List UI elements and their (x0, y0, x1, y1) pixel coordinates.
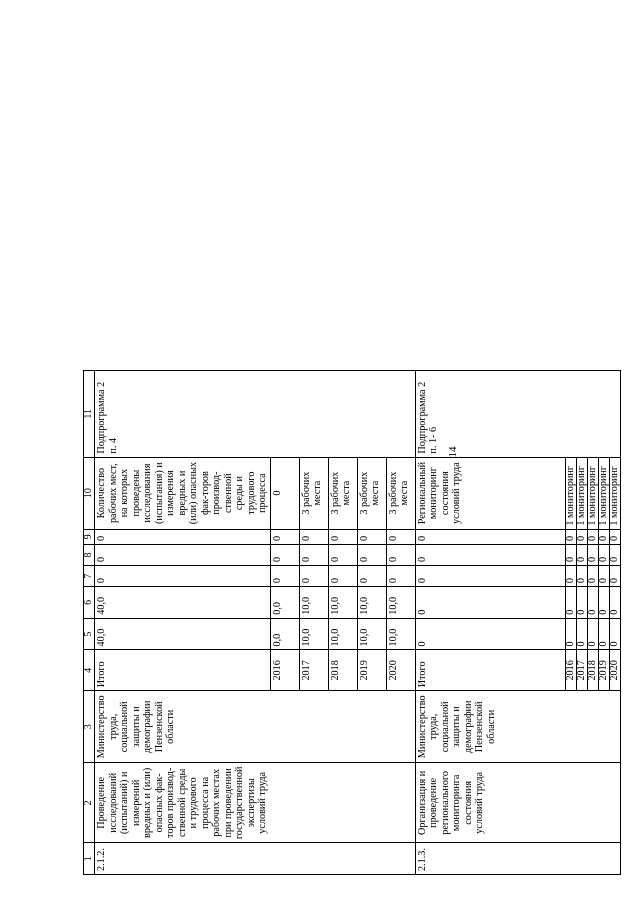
indicator-cell: 1 мониторинг (565, 457, 576, 529)
cell-value: 0 (357, 544, 386, 565)
header-cell: 11 (84, 371, 95, 458)
header-cell: 9 (84, 529, 95, 544)
year-cell: 2019 (357, 650, 386, 691)
header-cell: 1 (84, 843, 95, 875)
item-number: 2.1.2. (95, 843, 416, 875)
cell-value: 10,0 (299, 587, 328, 619)
indicator-cell: 3 рабочих места (328, 457, 357, 529)
item-executor: Министерство труда, социальной защиты и демографии Пензенской области (95, 691, 416, 763)
cell-value: 0 (565, 587, 576, 619)
year-cell: 2016 (565, 650, 576, 691)
cell-value: 0 (609, 529, 620, 544)
year-cell: 2020 (386, 650, 415, 691)
cell-value: 0 (565, 618, 576, 650)
cell-value: 0 (565, 544, 576, 565)
cell-value: 0 (270, 566, 299, 587)
cell-value: 0 (598, 587, 609, 619)
cell-value: 10,0 (328, 618, 357, 650)
header-cell: 2 (84, 763, 95, 843)
indicator-cell: 1 мониторинг (587, 457, 598, 529)
cell-value: 0 (357, 529, 386, 544)
header-cell: 7 (84, 566, 95, 587)
header-cell: 6 (84, 587, 95, 619)
header-row (84, 371, 95, 875)
cell-value: 10,0 (386, 587, 415, 619)
indicator-cell: 1 мониторинг (576, 457, 587, 529)
subprogram-cell: Подпрограмма 2 п. 1- 6 (415, 371, 565, 458)
cell-value: 0 (609, 587, 620, 619)
cell-value: 0 (587, 587, 598, 619)
cell-value: 0 (576, 618, 587, 650)
cell-value: 0 (587, 529, 598, 544)
indicator-cell: 1 мониторинг (609, 457, 620, 529)
cell-value: 0 (386, 529, 415, 544)
cell-value: 0 (415, 587, 565, 619)
empty-cell (328, 371, 357, 458)
indicator-cell: 3 рабочих места (386, 457, 415, 529)
cell-value: 0 (95, 529, 271, 544)
cell-value: 0 (576, 529, 587, 544)
cell-value: 0 (415, 529, 565, 544)
total-label: Итого (415, 650, 565, 691)
cell-value: 0 (299, 566, 328, 587)
cell-value: 0 (609, 544, 620, 565)
year-cell: 2018 (587, 650, 598, 691)
cell-value: 10,0 (386, 618, 415, 650)
cell-value: 0 (576, 544, 587, 565)
table-row (415, 371, 565, 875)
empty-cell (576, 371, 587, 458)
subprogram-cell: Подпрограмма 2 п. 4 (95, 371, 271, 458)
cell-value: 40,0 (95, 587, 271, 619)
cell-value: 0 (565, 566, 576, 587)
header-cell: 8 (84, 544, 95, 565)
cell-value: 0 (609, 566, 620, 587)
empty-cell (565, 371, 576, 458)
year-cell: 2020 (609, 650, 620, 691)
header-cell: 3 (84, 691, 95, 763)
total-label: Итого (95, 650, 271, 691)
cell-value: 0,0 (270, 587, 299, 619)
year-cell: 2017 (576, 650, 587, 691)
cell-value: 0 (598, 529, 609, 544)
cell-value: 0 (598, 544, 609, 565)
cell-value: 0 (598, 618, 609, 650)
empty-cell (587, 371, 598, 458)
program-table (83, 370, 621, 875)
empty-cell (598, 371, 609, 458)
cell-value: 0 (576, 587, 587, 619)
item-number: 2.1.3. (415, 843, 620, 875)
indicator-cell: 3 рабочих места (357, 457, 386, 529)
indicator-cell: Региональный мониторинг состояния условий труда (415, 457, 565, 529)
cell-value: 0 (587, 544, 598, 565)
cell-value: 40,0 (95, 618, 271, 650)
cell-value: 0 (357, 566, 386, 587)
cell-value: 0 (609, 618, 620, 650)
cell-value: 0 (565, 529, 576, 544)
item-name: Проведение исследований (испытаний) и измерений вредных и (или) опасных фак-торов производ-ственной среды и трудового процесса на рабочих местах при проведении государственной экспертизы условий труда (95, 763, 416, 843)
page-number: 14 (447, 446, 459, 458)
item-executor: Министерство труда, социальной защиты и демографии Пензенской области (415, 691, 620, 763)
cell-value: 0 (415, 618, 565, 650)
cell-value: 0 (270, 529, 299, 544)
cell-value: 10,0 (299, 618, 328, 650)
empty-cell (270, 371, 299, 458)
cell-value: 10,0 (357, 618, 386, 650)
cell-value: 10,0 (328, 587, 357, 619)
year-cell: 2017 (299, 650, 328, 691)
cell-value: 0 (386, 566, 415, 587)
year-cell: 2016 (270, 650, 299, 691)
cell-value: 0 (576, 566, 587, 587)
cell-value: 0 (328, 566, 357, 587)
cell-value: 0 (587, 618, 598, 650)
indicator-cell: Количество рабочих мест, на которых проведены исследования (испытания) и измерения вредных и (или) опасных фак-торов производ-ственной среды и трудового процесса (95, 457, 271, 529)
indicator-cell: 1 мониторинг (598, 457, 609, 529)
cell-value: 0 (299, 544, 328, 565)
empty-cell (299, 371, 328, 458)
empty-cell (357, 371, 386, 458)
header-cell: 5 (84, 618, 95, 650)
year-cell: 2019 (598, 650, 609, 691)
empty-cell (609, 371, 620, 458)
cell-value: 0 (328, 529, 357, 544)
indicator-cell: 0 (270, 457, 299, 529)
cell-value: 0 (587, 566, 598, 587)
year-cell: 2018 (328, 650, 357, 691)
item-name: Организация и проведение регионального мониторинга состояния условий труда (415, 763, 620, 843)
cell-value: 10,0 (357, 587, 386, 619)
cell-value: 0,0 (270, 618, 299, 650)
cell-value: 0 (415, 544, 565, 565)
header-cell: 4 (84, 650, 95, 691)
cell-value: 0 (328, 544, 357, 565)
table-row (95, 371, 271, 875)
cell-value: 0 (270, 544, 299, 565)
empty-cell (386, 371, 415, 458)
cell-value: 0 (415, 566, 565, 587)
cell-value: 0 (598, 566, 609, 587)
cell-value: 0 (95, 566, 271, 587)
indicator-cell: 3 рабочих места (299, 457, 328, 529)
cell-value: 0 (299, 529, 328, 544)
cell-value: 0 (95, 544, 271, 565)
header-cell: 10 (84, 457, 95, 529)
cell-value: 0 (386, 544, 415, 565)
rotated-sheet (83, 22, 620, 875)
